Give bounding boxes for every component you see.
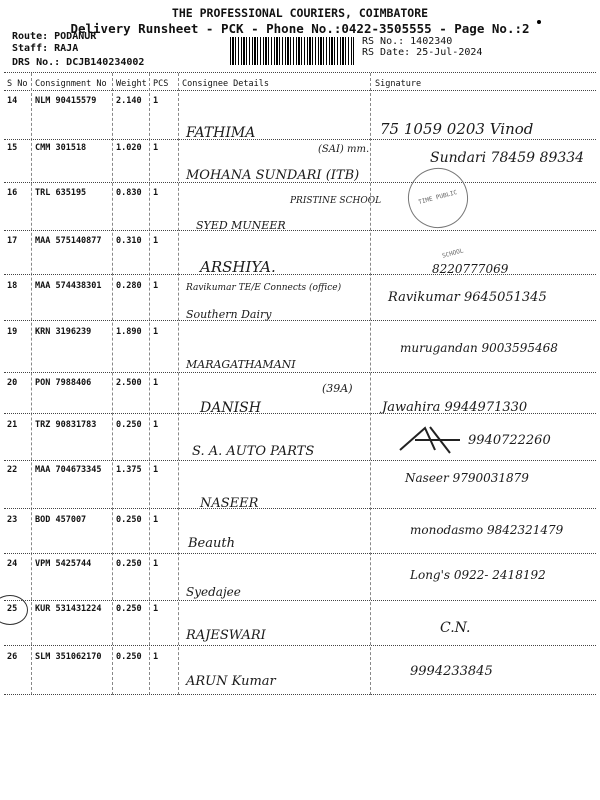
row-consignment: TRZ 90831783 [35, 420, 97, 430]
drs-number: DRS No.: DCJB140234002 [12, 57, 145, 68]
row-signature: Naseer 9790031879 [405, 471, 529, 485]
col-consignment: Consignment No [35, 79, 107, 89]
consignee-note: PRISTINE SCHOOL [290, 196, 382, 206]
school-stamp: TIME PUBLIC SCHOOL [401, 161, 474, 234]
row-divider [4, 694, 596, 695]
row-signature: 9940722260 [468, 433, 551, 448]
row-pcs: 1 [153, 96, 159, 106]
row-divider [4, 230, 596, 231]
col-signature: Signature [375, 79, 422, 89]
consignee-note: (39A) [322, 382, 353, 395]
row-weight: 1.890 [116, 327, 142, 337]
row-sno: 14 [7, 96, 18, 106]
route-label: Route: PODANUR [12, 31, 97, 42]
rs-date: RS Date: 25-Jul-2024 [362, 47, 483, 58]
row-divider [4, 139, 596, 140]
row-divider [4, 274, 596, 275]
row-weight: 1.375 [116, 465, 142, 475]
row-consignment: MAA 704673345 [35, 465, 102, 475]
row-consignee: Beauth [188, 536, 235, 551]
row-weight: 0.250 [116, 604, 142, 614]
consignee-note: (SAI) mm. [318, 144, 370, 155]
row-signature: 9994233845 [410, 664, 493, 679]
row-sno: 24 [7, 559, 18, 569]
row-consignment: TRL 635195 [35, 188, 87, 198]
row-weight: 2.500 [116, 378, 142, 388]
row-sno: 20 [7, 378, 18, 388]
header-divider [4, 72, 596, 73]
row-signature: 75 1059 0203 Vinod [380, 120, 534, 138]
row-weight: 1.020 [116, 143, 142, 153]
column-separator [112, 73, 113, 695]
column-separator [31, 73, 32, 695]
row-consignee: FATHIMA [186, 125, 256, 141]
row-consignment: BOD 457007 [35, 515, 87, 525]
row-sno: 16 [7, 188, 18, 198]
row-weight: 0.250 [116, 559, 142, 569]
document-subtitle: Delivery Runsheet - PCK - Phone No.:0422-3505555 - Page No.:2 [70, 21, 530, 36]
row-signature: monodasmo 9842321479 [410, 523, 564, 537]
row-consignment: CMM 301518 [35, 143, 87, 153]
row-divider [4, 508, 596, 509]
row-consignment: KUR 531431224 [35, 604, 102, 614]
col-consignee: Consignee Details [182, 79, 269, 89]
row-divider [4, 320, 596, 321]
row-pcs: 1 [153, 378, 159, 388]
row-pcs: 1 [153, 143, 159, 153]
row-pcs: 1 [153, 465, 159, 475]
row-consignee: Syedajee [186, 585, 241, 599]
row-weight: 0.250 [116, 420, 142, 430]
col-sno: S No [7, 79, 28, 89]
row-sno: 19 [7, 327, 18, 337]
column-separator [370, 73, 371, 695]
row-consignment: PON 7988406 [35, 378, 92, 388]
row-divider [4, 553, 596, 554]
column-divider [4, 90, 596, 91]
row-signature: C.N. [440, 620, 471, 636]
row-signature: 8220777069 [432, 262, 509, 276]
row-consignment: NLM 90415579 [35, 96, 97, 106]
row-divider [4, 413, 596, 414]
row-pcs: 1 [153, 420, 159, 430]
row-consignment: KRN 3196239 [35, 327, 92, 337]
row-pcs: 1 [153, 652, 159, 662]
row-sno: 21 [7, 420, 18, 430]
row-consignee: ARUN Kumar [186, 674, 276, 689]
row-weight: 2.140 [116, 96, 142, 106]
row-sno: 17 [7, 236, 18, 246]
row-pcs: 1 [153, 236, 159, 246]
row-consignment: MAA 574438301 [35, 281, 102, 291]
row-consignee: SYED MUNEER [196, 219, 286, 232]
row-sno: 26 [7, 652, 18, 662]
staff-label: Staff: RAJA [12, 43, 79, 54]
row-sno: 22 [7, 465, 18, 475]
barcode [230, 37, 354, 65]
row-signature: murugandan 9003595468 [400, 341, 558, 355]
col-weight: Weight [116, 79, 147, 89]
row-divider [4, 182, 596, 183]
row-weight: 0.830 [116, 188, 142, 198]
row-sno: 23 [7, 515, 18, 525]
row-signature: Sundari 78459 89334 [430, 150, 585, 166]
row-weight: 0.280 [116, 281, 142, 291]
document-title: THE PROFESSIONAL COURIERS, COIMBATORE [171, 6, 429, 20]
row-signature: Long's 0922- 2418192 [410, 568, 546, 582]
rs-number: RS No.: 1402340 [362, 36, 453, 47]
row-weight: 0.250 [116, 515, 142, 525]
signature-scribble-icon [395, 425, 465, 455]
row-consignee: ARSHIYA. [200, 258, 276, 276]
row-weight: 0.310 [116, 236, 142, 246]
row-pcs: 1 [153, 515, 159, 525]
row-consignment: MAA 575140877 [35, 236, 102, 246]
row-pcs: 1 [153, 327, 159, 337]
row-consignment: VPM 5425744 [35, 559, 92, 569]
row-pcs: 1 [153, 604, 159, 614]
row-divider [4, 460, 596, 461]
row-consignee: MARAGATHAMANI [186, 358, 296, 371]
row-consignee: NASEER [200, 496, 259, 511]
row-sno: 25 [7, 604, 18, 614]
column-separator [178, 73, 179, 695]
row-divider [4, 600, 596, 601]
row-consignee: S. A. AUTO PARTS [192, 444, 315, 459]
row-divider [4, 645, 596, 646]
col-pcs: PCS [153, 79, 169, 89]
row-sno: 15 [7, 143, 18, 153]
row-consignment: SLM 351062170 [35, 652, 102, 662]
row-consignee: MOHANA SUNDARI (ITB) [186, 168, 360, 183]
row-weight: 0.250 [116, 652, 142, 662]
row-consignee: RAJESWARI [186, 628, 266, 643]
row-pcs: 1 [153, 188, 159, 198]
dot-mark [537, 20, 541, 24]
row-consignee: Southern Dairy [186, 308, 272, 321]
row-sno: 18 [7, 281, 18, 291]
consignee-note: Ravikumar TE/E Connects (office) [186, 283, 342, 293]
row-pcs: 1 [153, 559, 159, 569]
row-pcs: 1 [153, 281, 159, 291]
row-consignee: DANISH [200, 400, 261, 416]
row-signature: Jawahira 9944971330 [382, 400, 528, 415]
row-divider [4, 372, 596, 373]
row-signature: Ravikumar 9645051345 [388, 290, 547, 305]
column-separator [149, 73, 150, 695]
